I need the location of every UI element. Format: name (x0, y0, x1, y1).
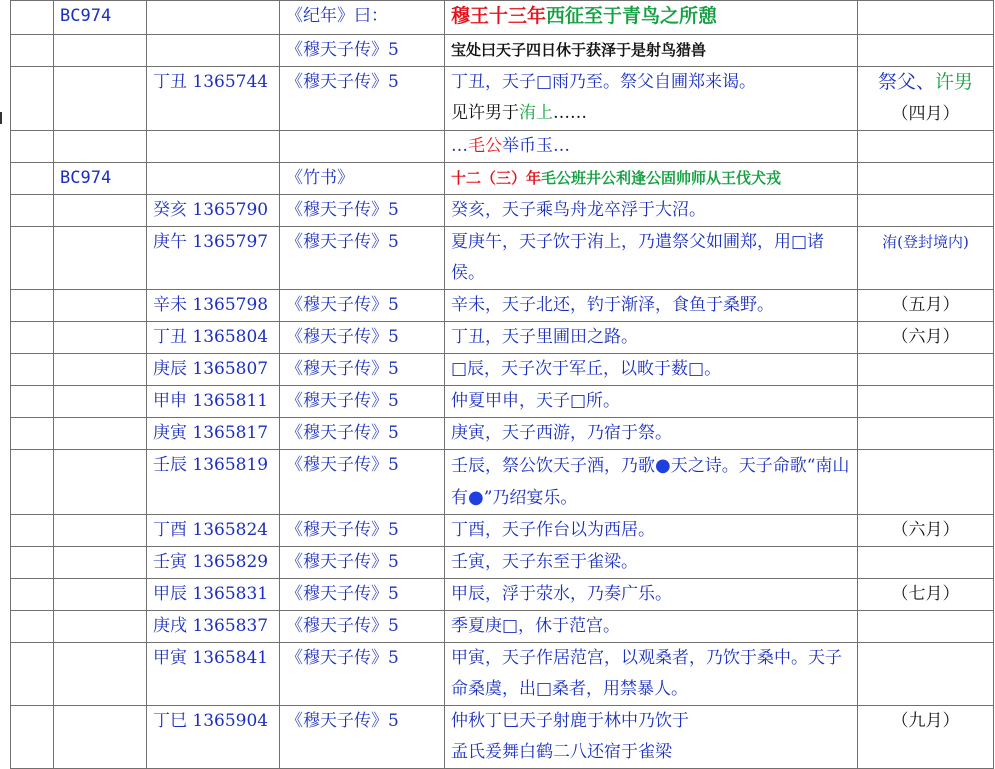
margin-cell (11, 579, 54, 611)
source-cell: 《穆天子传》5 (280, 35, 445, 67)
text-run: 庚寅，天子西游，乃宿于祭。 (451, 423, 672, 443)
text-run: …… (553, 103, 587, 123)
text-cell (445, 195, 858, 227)
text-run: 西征至于青鸟之所憩 (546, 5, 718, 27)
year-cell (54, 67, 147, 131)
text-run: ”乃绍宴乐。 (483, 488, 578, 508)
source-cell: 《纪年》曰： (280, 1, 445, 35)
text-run: 壬寅，天子东至于雀梁。 (451, 552, 638, 572)
margin-cell (11, 67, 54, 131)
table-row (11, 195, 994, 227)
text-run: 举币玉… (502, 136, 570, 156)
text-run: 宝处曰天子四日休于获泽于是射鸟猎兽 (451, 41, 707, 59)
source-cell: 《穆天子传》5 (280, 354, 445, 386)
text-cell (445, 450, 858, 515)
source-cell: 《穆天子传》5 (280, 706, 445, 769)
date-cell: 癸亥 1365790 (147, 195, 280, 227)
table-row (11, 579, 994, 611)
note-cell (858, 386, 994, 418)
source-cell: 《穆天子传》5 (280, 227, 445, 290)
note-cell (858, 227, 994, 290)
margin-cell (11, 322, 54, 354)
text-run: 天之诗。天子命歌“南山有 (451, 456, 850, 508)
text-run: 丁丑，天子□雨乃至。祭父自圃郑来谒。 (451, 72, 757, 92)
table-row (11, 1, 994, 35)
margin-cell (11, 195, 54, 227)
text-run: 许男 (935, 71, 974, 93)
text-cell (445, 67, 858, 131)
source-cell: 《穆天子传》5 (280, 611, 445, 643)
year-cell (54, 386, 147, 418)
text-cell (445, 354, 858, 386)
table-row (11, 67, 994, 131)
year-cell (54, 450, 147, 515)
text-run: （四月） (891, 104, 960, 124)
date-cell: 壬辰 1365819 (147, 450, 280, 515)
table-body (11, 1, 994, 769)
date-cell (147, 35, 280, 67)
year-cell (54, 35, 147, 67)
year-cell (54, 227, 147, 290)
text-run: … (451, 136, 468, 156)
date-cell: 甲辰 1365831 (147, 579, 280, 611)
text-cell (445, 515, 858, 547)
note-cell (858, 35, 994, 67)
margin-cell (11, 1, 54, 35)
note-cell (858, 611, 994, 643)
source-cell: 《穆天子传》5 (280, 515, 445, 547)
note-cell (858, 322, 994, 354)
text-run: （五月） (891, 295, 960, 315)
text-run: 仲夏甲申，天子□所。 (451, 391, 621, 411)
date-cell: 庚戌 1365837 (147, 611, 280, 643)
year-cell (54, 195, 147, 227)
table-row (11, 515, 994, 547)
text-cell (445, 579, 858, 611)
year-cell (54, 515, 147, 547)
year-cell: BC974 (54, 163, 147, 195)
margin-cell (11, 290, 54, 322)
text-run: ● (655, 455, 671, 476)
text-cell (445, 290, 858, 322)
date-cell (147, 163, 280, 195)
source-cell: 《穆天子传》5 (280, 386, 445, 418)
note-cell (858, 67, 994, 131)
note-cell (858, 706, 994, 769)
table-row (11, 227, 994, 290)
text-run: 丁丑，天子里圃田之路。 (451, 327, 638, 347)
source-cell: 《竹书》 (280, 163, 445, 195)
text-run: 见许男于 (451, 103, 519, 123)
note-cell (858, 579, 994, 611)
date-cell: 庚辰 1365807 (147, 354, 280, 386)
year-cell (54, 706, 147, 769)
text-run: 癸亥，天子乘鸟舟龙卒浮于大沼。 (451, 200, 706, 220)
note-cell (858, 195, 994, 227)
text-run: 洧(登封境内) (882, 233, 969, 251)
text-run: 十二（三）年 (451, 169, 542, 187)
text-cell (445, 322, 858, 354)
date-cell (147, 1, 280, 35)
year-cell (54, 579, 147, 611)
margin-cell (11, 131, 54, 163)
chronology-table (10, 0, 994, 769)
text-run: （六月） (891, 520, 960, 540)
date-cell: 庚寅 1365817 (147, 418, 280, 450)
text-cell (445, 131, 858, 163)
note-cell (858, 547, 994, 579)
table-row (11, 322, 994, 354)
table-row (11, 163, 994, 195)
margin-cell (11, 706, 54, 769)
table-row (11, 386, 994, 418)
table-row (11, 547, 994, 579)
text-run: 丁酉，天子作台以为西居。 (451, 520, 655, 540)
note-cell (858, 131, 994, 163)
source-cell: 《穆天子传》5 (280, 450, 445, 515)
table-row (11, 354, 994, 386)
text-run: 毛公班井公利逢公固帅师从王伐犬戎 (541, 169, 782, 187)
text-cell (445, 386, 858, 418)
date-cell: 丁丑 1365804 (147, 322, 280, 354)
year-cell (54, 611, 147, 643)
source-cell: 《穆天子传》5 (280, 579, 445, 611)
text-run: □辰，天子次于军丘，以畋于薮□。 (451, 359, 722, 379)
year-cell (54, 643, 147, 706)
table-row (11, 706, 994, 769)
source-cell: 《穆天子传》5 (280, 547, 445, 579)
year-cell (54, 290, 147, 322)
note-cell (858, 515, 994, 547)
text-run: 毛公 (468, 136, 502, 156)
margin-cell (11, 450, 54, 515)
edge-marker (0, 112, 2, 124)
date-cell: 甲寅 1365841 (147, 643, 280, 706)
note-cell (858, 643, 994, 706)
note-cell (858, 1, 994, 35)
source-cell: 《穆天子传》5 (280, 322, 445, 354)
text-run: 祭父、 (877, 71, 935, 93)
text-run: 壬辰，祭公饮天子酒，乃歌 (451, 456, 655, 476)
text-run: 夏庚午，天子饮于洧上，乃遣祭父如圃郑，用□诸侯。 (451, 232, 825, 283)
text-cell (445, 35, 858, 67)
source-cell (280, 131, 445, 163)
margin-cell (11, 163, 54, 195)
text-run: （九月） (891, 711, 960, 731)
note-cell (858, 418, 994, 450)
note-cell (858, 354, 994, 386)
table-row (11, 35, 994, 67)
source-cell: 《穆天子传》5 (280, 67, 445, 131)
text-cell (445, 227, 858, 290)
table-row (11, 290, 994, 322)
margin-cell (11, 35, 54, 67)
text-cell (445, 643, 858, 706)
margin-cell (11, 547, 54, 579)
note-cell (858, 450, 994, 515)
text-run: 辛未，天子北还，钓于渐泽，食鱼于桑野。 (451, 295, 774, 315)
margin-cell (11, 611, 54, 643)
date-cell: 丁丑 1365744 (147, 67, 280, 131)
table-row (11, 131, 994, 163)
text-run: （七月） (891, 584, 960, 604)
margin-cell (11, 515, 54, 547)
text-run: （六月） (891, 327, 960, 347)
margin-cell (11, 227, 54, 290)
text-run: 仲秋丁巳天子射鹿于林中乃饮于 (451, 711, 689, 731)
table-row (11, 450, 994, 515)
date-cell (147, 131, 280, 163)
margin-cell (11, 386, 54, 418)
text-run: 洧上 (519, 103, 553, 123)
year-cell: BC974 (54, 1, 147, 35)
text-cell (445, 1, 858, 35)
text-run: ● (468, 487, 484, 508)
year-cell (54, 322, 147, 354)
source-cell: 《穆天子传》5 (280, 643, 445, 706)
text-cell (445, 418, 858, 450)
source-cell: 《穆天子传》5 (280, 195, 445, 227)
date-cell: 丁巳 1365904 (147, 706, 280, 769)
year-cell (54, 354, 147, 386)
table-row (11, 418, 994, 450)
source-cell: 《穆天子传》5 (280, 418, 445, 450)
year-cell (54, 131, 147, 163)
margin-cell (11, 643, 54, 706)
text-cell (445, 611, 858, 643)
table-row (11, 643, 994, 706)
text-cell (445, 163, 858, 195)
text-run: 甲寅，天子作居范宫，以观桑者，乃饮于桑中。天子命桑虞，出□桑者，用禁暴人。 (451, 648, 842, 699)
date-cell: 壬寅 1365829 (147, 547, 280, 579)
date-cell: 甲申 1365811 (147, 386, 280, 418)
margin-cell (11, 418, 54, 450)
year-cell (54, 418, 147, 450)
text-cell (445, 706, 858, 769)
date-cell: 庚午 1365797 (147, 227, 280, 290)
text-run: 孟氏爰舞白鹤二八还宿于雀梁 (451, 742, 672, 762)
text-cell (445, 547, 858, 579)
text-run: 季夏庚□，休于范宫。 (451, 616, 621, 636)
text-run: 甲辰，浮于荥水，乃奏广乐。 (451, 584, 672, 604)
text-run: 穆王十三年 (451, 5, 547, 27)
source-cell: 《穆天子传》5 (280, 290, 445, 322)
margin-cell (11, 354, 54, 386)
year-cell (54, 547, 147, 579)
date-cell: 丁酉 1365824 (147, 515, 280, 547)
note-cell (858, 163, 994, 195)
note-cell (858, 290, 994, 322)
date-cell: 辛未 1365798 (147, 290, 280, 322)
table-row (11, 611, 994, 643)
